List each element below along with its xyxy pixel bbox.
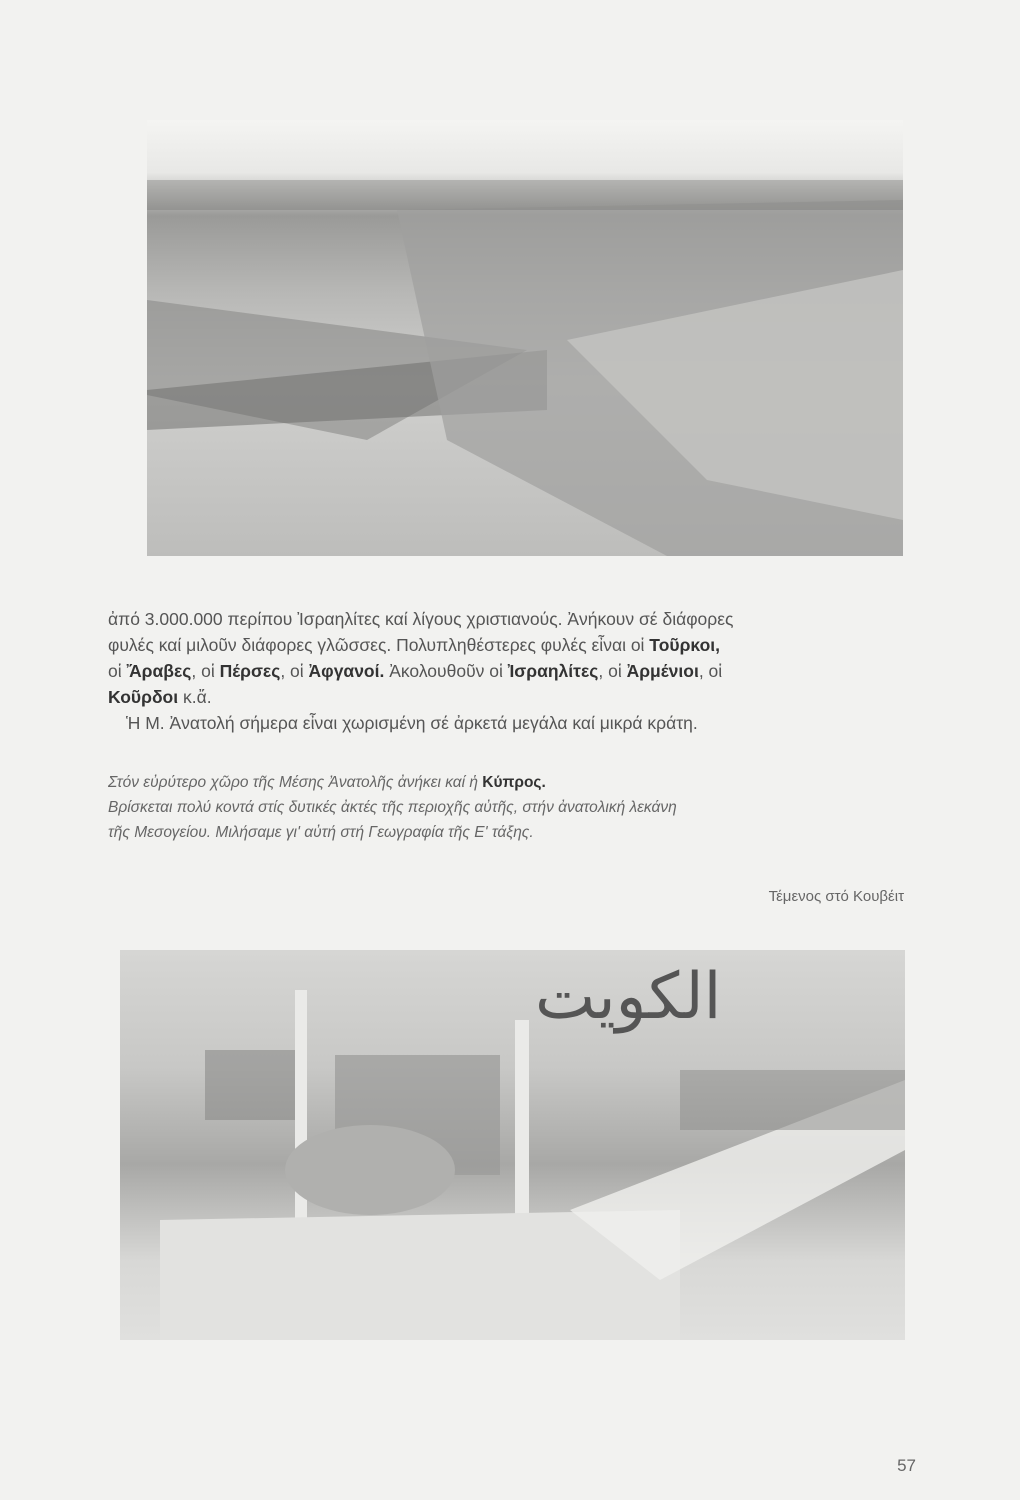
page-number: 57: [897, 1456, 916, 1475]
cyprus-note: [108, 770, 906, 845]
text-span: κ.ἄ.: [178, 687, 212, 707]
photo-caption: Τέμενος στό Κουβέιτ: [768, 888, 904, 905]
text-span: , οἱ: [280, 661, 309, 681]
text-span: φυλές καί μιλοῦν διάφορες γλῶσσες. Πολυπληθέστερες φυλές εἶναι οἱ: [108, 635, 650, 655]
kuwait-arabic-sign: الكويت: [535, 960, 722, 1034]
bold-term: Κοῦρδοι: [108, 687, 179, 707]
text-line: Ἡ Μ. Ἀνατολή σήμερα εἶναι χωρισμένη σέ ἀρκετά μεγάλα καί μικρά κράτη.: [126, 713, 698, 733]
text-span: , οἱ: [191, 661, 220, 681]
text-line: [108, 770, 906, 795]
bold-term: Πέρσες: [219, 661, 281, 681]
camels-illustration: [147, 120, 903, 556]
camels-photo: [147, 120, 903, 556]
kuwait-mosque-photo: [120, 950, 905, 1340]
bold-term: Ἰσραηλίτες: [507, 661, 599, 681]
text-line: [108, 684, 906, 710]
text-span: οἱ: [108, 661, 127, 681]
bold-term: Κύπρος.: [482, 774, 546, 791]
text-span: , οἱ: [598, 661, 627, 681]
text-line: Βρίσκεται πολύ κοντά στίς δυτικές ἀκτές τῆς περιοχῆς αὐτῆς, στήν ἀνατολική λεκάνη: [108, 799, 677, 816]
text-line: [108, 632, 906, 658]
body-paragraph: [108, 606, 906, 736]
mosque-illustration: [120, 950, 905, 1340]
text-span: , οἱ: [698, 661, 723, 681]
text-span: Ἀκολουθοῦν οἱ: [384, 661, 508, 681]
bold-term: Τοῦρκοι,: [649, 635, 720, 655]
text-line: [108, 658, 906, 684]
bold-term: Ἀφγανοί.: [308, 661, 385, 681]
text-line: τῆς Μεσογείου. Μιλήσαμε γι' αὐτή στή Γεωγραφία τῆς Ε' τάξης.: [108, 824, 534, 841]
bold-term: Ἀρμένιοι: [626, 661, 699, 681]
text-span: Στόν εὐρύτερο χῶρο τῆς Μέσης Ἀνατολῆς ἀνήκει καί ἡ: [108, 774, 483, 791]
text-line: ἀπό 3.000.000 περίπου Ἰσραηλίτες καί λίγους χριστιανούς. Ἀνήκουν σέ διάφορες: [108, 609, 734, 629]
bold-term: Ἄραβες: [126, 661, 192, 681]
